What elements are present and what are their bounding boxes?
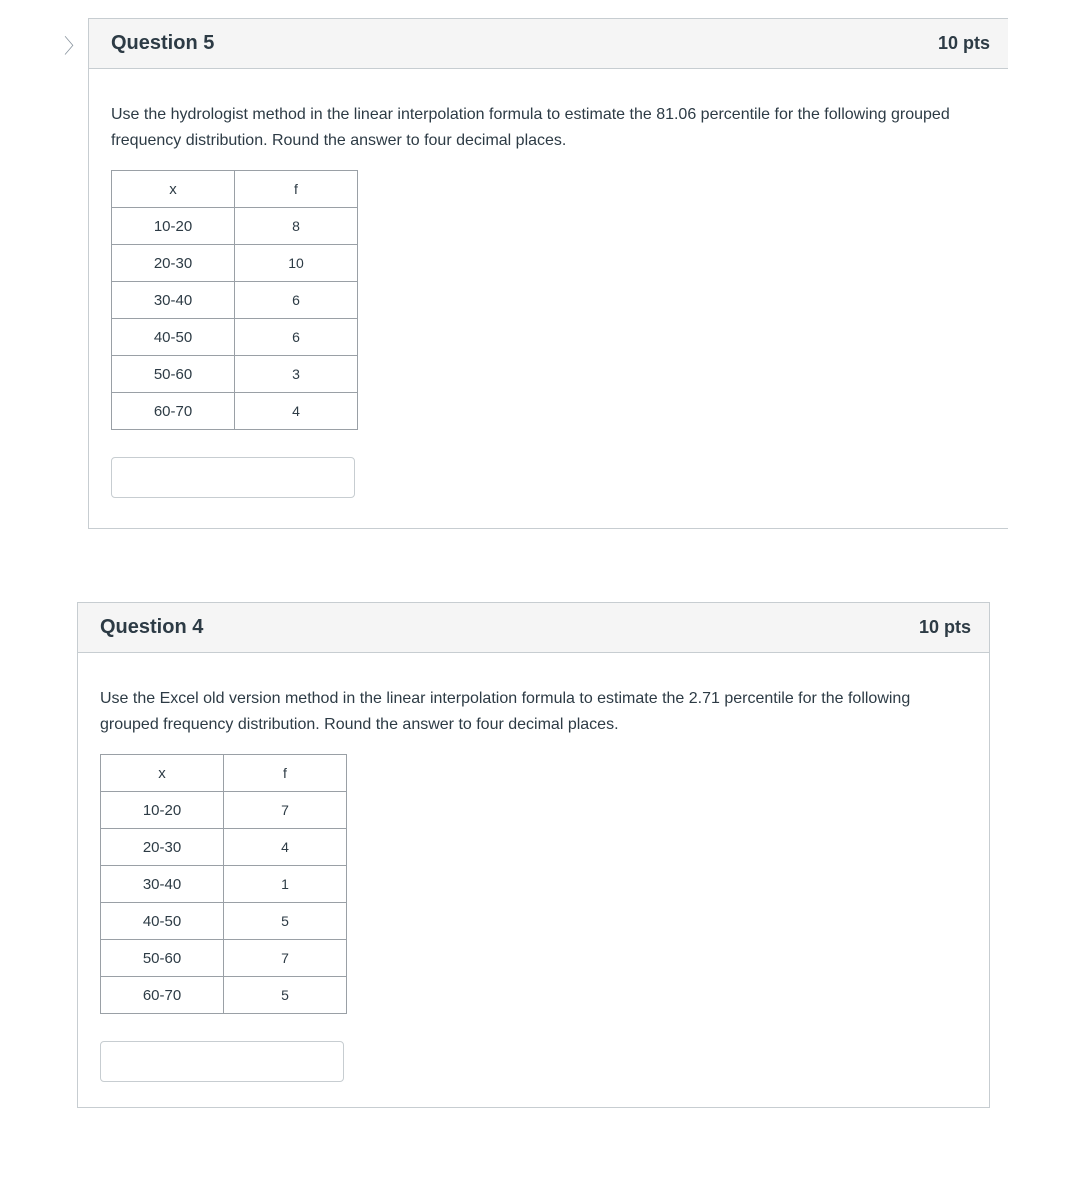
answer-input[interactable] (100, 1041, 344, 1082)
cell-x: 60-70 (112, 393, 235, 430)
cell-x: 10-20 (101, 792, 224, 829)
answer-input[interactable] (111, 457, 355, 498)
cell-f: 4 (224, 829, 347, 866)
table-header-row (112, 171, 358, 208)
question-text: Use the hydrologist method in the linear interpolation formula to estimate the 81.06 percentile for the following grouped frequency distribution. Round the answer to four decimal places. (111, 106, 950, 149)
header-x: x (112, 171, 235, 208)
question-points: 10 pts (937, 33, 990, 53)
cell-f: 10 (235, 245, 358, 282)
collapse-arrow-icon[interactable]: 〉 (64, 36, 84, 58)
table-header-row (101, 755, 347, 792)
question-4-card (77, 602, 990, 1108)
cell-x: 50-60 (101, 940, 224, 977)
question-points: 10 pts (918, 617, 971, 637)
table-row (101, 866, 347, 903)
table-row (112, 356, 358, 393)
table-row (112, 208, 358, 245)
cell-f: 8 (235, 208, 358, 245)
frequency-table (100, 754, 347, 1014)
cell-x: 20-30 (101, 829, 224, 866)
question-5-card (88, 18, 1008, 529)
table-row (112, 319, 358, 356)
header-x: x (101, 755, 224, 792)
cell-f: 3 (235, 356, 358, 393)
table-row (101, 903, 347, 940)
question-header (89, 19, 1008, 69)
cell-f: 6 (235, 282, 358, 319)
question-header (78, 603, 989, 653)
cell-x: 60-70 (101, 977, 224, 1014)
cell-x: 30-40 (101, 866, 224, 903)
cell-f: 7 (224, 792, 347, 829)
cell-f: 7 (224, 940, 347, 977)
cell-f: 6 (235, 319, 358, 356)
cell-f: 5 (224, 977, 347, 1014)
cell-f: 1 (224, 866, 347, 903)
cell-f: 5 (224, 903, 347, 940)
question-title: Question 4 (100, 616, 204, 638)
cell-x: 50-60 (112, 356, 235, 393)
table-row (101, 792, 347, 829)
table-row (112, 282, 358, 319)
frequency-table (111, 170, 358, 430)
question-title: Question 5 (111, 32, 215, 54)
header-f: f (224, 755, 347, 792)
cell-f: 4 (235, 393, 358, 430)
cell-x: 20-30 (112, 245, 235, 282)
cell-x: 30-40 (112, 282, 235, 319)
header-f: f (235, 171, 358, 208)
cell-x: 40-50 (101, 903, 224, 940)
question-text: Use the Excel old version method in the linear interpolation formula to estimate the 2.71 percentile for the following grouped frequency distribution. Round the answer to four decimal places. (100, 690, 911, 733)
table-row (112, 245, 358, 282)
cell-x: 10-20 (112, 208, 235, 245)
table-row (112, 393, 358, 430)
cell-x: 40-50 (112, 319, 235, 356)
table-row (101, 940, 347, 977)
table-row (101, 829, 347, 866)
table-row (101, 977, 347, 1014)
